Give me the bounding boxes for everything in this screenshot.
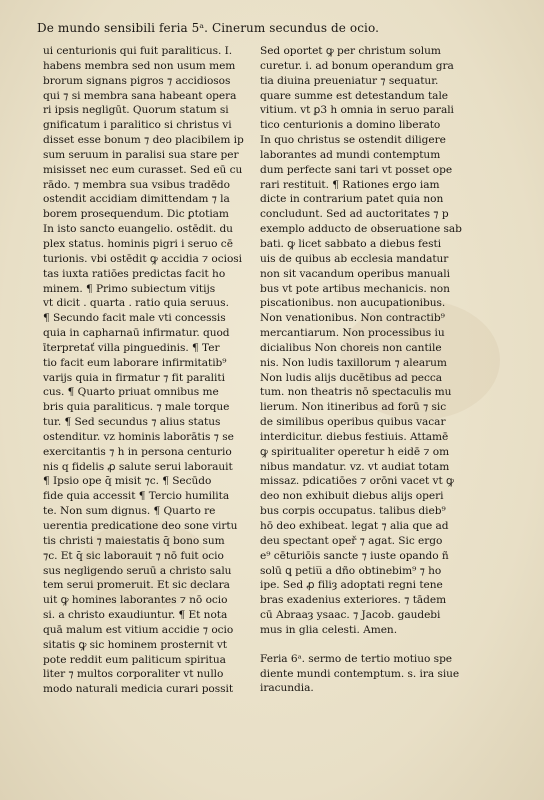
- text-line: varijs quia in firmatur ⁊ fit paraliti: [43, 371, 225, 384]
- text-line: ¶ Secundo facit male vti concessis: [43, 312, 226, 325]
- section-gap: [260, 638, 478, 652]
- text-line: minem. ¶ Primo subiectum vitijs: [43, 282, 216, 295]
- text-line: quare summe est detestandum tale: [260, 89, 448, 102]
- text-line: nis q fidelis ꝓ salute serui laborauit: [43, 460, 233, 473]
- text-line: quia in capharnaū infirmatur. quod: [43, 327, 230, 340]
- text-line: sitatis ꝙ sic hominem prosternit vt: [43, 638, 228, 651]
- text-line: missaz. pdicatiōes ⁊ orōni vacet vt ꝙ: [260, 475, 454, 488]
- text-line: īterpretať villa pinguedinis. ¶ Ter: [43, 341, 220, 354]
- text-line: si. a christo exaudiuntur. ¶ Et nota: [43, 609, 228, 622]
- text-line: ui centurionis qui fuit paraliticus. I.: [43, 45, 233, 57]
- text-line: vitium. vt ꝑ3 h omnia in seruo parali: [260, 104, 454, 117]
- text-line: tum. non theatris nō spectaculis mu: [260, 386, 452, 399]
- right-text-column: [260, 44, 478, 696]
- text-line: mus in glia celesti. Amen.: [260, 623, 398, 636]
- text-line: Non ludis alijs ducētibus ad pecca: [260, 371, 443, 384]
- text-line: dicialibus Non choreis non cantile: [260, 341, 442, 354]
- text-line: ri ipsis negligūt. Quorum statum si: [43, 104, 229, 117]
- text-line: te. Non sum dignus. ¶ Quarto re: [43, 505, 216, 518]
- text-line: concludunt. Sed ad auctoritates ⁊ p: [260, 208, 449, 221]
- text-line: non sit vacandum operibus manuali: [260, 267, 450, 280]
- text-line: fide quia accessit ¶ Tercio humilita: [43, 490, 230, 503]
- text-line: cus. ¶ Quarto priuat omnibus me: [43, 386, 219, 399]
- text-line: ipe. Sed ꝓ filiȝ adoptati regni tene: [260, 579, 443, 592]
- text-line: interdicitur. diebus festiuis. Attamē: [260, 430, 449, 443]
- text-line: mercantiarum. Non processibus iu: [260, 327, 445, 340]
- right-column-body: [260, 44, 478, 638]
- text-line: uis de quibus ab ecclesia mandatur: [260, 252, 449, 265]
- text-line: bris quia paraliticus. ⁊ male torque: [43, 401, 230, 414]
- text-line: curetur. i. ad bonum operandum gra: [260, 59, 454, 72]
- text-line: gnificatum i paralitico si christus vi: [43, 119, 232, 132]
- text-line: ostendit accidiam dimittendam ⁊ la: [43, 193, 230, 206]
- text-line: e⁹ cēturiōis sancte ⁊ iuste opando ñ: [260, 549, 449, 562]
- text-line: de similibus operibus quibus vacar: [260, 416, 446, 429]
- text-line: liter ⁊ multos corporaliter vt nullo: [43, 668, 224, 681]
- text-line: tico centurionis a domino liberato: [260, 119, 441, 132]
- text-line: deo non exhibuit diebus alijs operi: [260, 490, 444, 503]
- text-line: turionis. vbi ostēdit ꝙ accidia ⁊ ociosi: [43, 252, 243, 265]
- text-line: rari restituit. ¶ Rationes ergo iam: [260, 178, 440, 191]
- text-line: In isto sancto euangelio. ostēdit. du: [43, 223, 233, 236]
- text-line: habens membra sed non usum mem: [43, 59, 236, 72]
- text-line: borem prosequendum. Dic ꝑtotiam: [43, 208, 229, 221]
- text-line: ꝙ spiritualiter operetur h eidē ⁊ om: [260, 445, 450, 458]
- text-line: Non venationibus. Non contractib⁹: [260, 312, 445, 325]
- running-head: De mundo sensibili feria 5ᵃ. Cinerum secundus de ocio.: [37, 21, 380, 35]
- text-line: nis. Non ludis taxillorum ⁊ alearum: [260, 356, 447, 369]
- text-line: bus vt pote artibus mechanicis. non: [260, 282, 450, 295]
- text-line: bras exadenius exteriores. ⁊ tādem: [260, 594, 447, 607]
- text-line: lierum. Non itineribus ad forū ⁊ sic: [260, 401, 447, 414]
- text-line: tis christi ⁊ maiestatis q̄ bono sum: [43, 534, 225, 547]
- text-line: tia diuina preueniatur ⁊ sequatur.: [260, 74, 439, 87]
- text-line: tio facit eum laborare infirmitatib⁹: [43, 356, 227, 369]
- text-line: hō deo exhibeat. legat ⁊ alia que ad: [260, 520, 449, 532]
- text-line: Sed oportet ꝙ per christum solum: [260, 45, 441, 57]
- text-line: sum seruum in paralisi sua stare per: [43, 148, 239, 161]
- text-line: tas iuxta ratiōes predictas facit ho: [43, 267, 226, 280]
- text-line: exemplo adducto de obseruatione sab: [260, 223, 462, 236]
- rubric-line: Feria 6ᵃ. sermo de tertio motiuo spe: [260, 652, 453, 665]
- text-line: bati. ꝙ licet sabbato a diebus festi: [260, 237, 442, 250]
- text-line: quā malum est vitium accidie ⁊ ocio: [43, 623, 234, 636]
- text-line: tem serui promeruit. Et sic declara: [43, 579, 230, 592]
- text-line: vt dicit . quarta . ratio quia seruus.: [43, 297, 229, 310]
- text-line: modo naturali medicia curari possit: [43, 683, 234, 696]
- left-text-column: [43, 44, 261, 697]
- text-line: plex status. hominis pigri i seruo cē: [43, 237, 233, 250]
- rubric-line: diente mundi contemptum. s. ira siue: [260, 667, 460, 680]
- text-line: solū ꝗ petiu̅ a dño obtinebim⁹ ⁊ ho: [260, 564, 442, 577]
- text-line: qui ⁊ si membra sana habeant opera: [43, 89, 237, 102]
- text-line: laborantes ad mundi contemptum: [260, 148, 441, 161]
- text-line: uit ꝙ homines laborantes ⁊ nō ocio: [43, 594, 228, 607]
- text-line: nibus mandatur. vz. vt audiat totam: [260, 460, 450, 473]
- text-line: misisset nec eum curasset. Sed eū cu: [43, 163, 243, 176]
- text-line: exercitantis ⁊ h in persona centurio: [43, 445, 232, 458]
- text-line: brorum signans pigros ⁊ accidiosos: [43, 74, 231, 87]
- text-line: ostenditur. vz hominis laborātis ⁊ se: [43, 430, 234, 443]
- text-line: dum perfecte sani tari vt posset ope: [260, 163, 453, 176]
- rubric-line: iracundia.: [260, 682, 314, 695]
- text-line: In quo christus se ostendit diligere: [260, 134, 446, 147]
- text-line: rādo. ⁊ membra sua vsibus tradēdo: [43, 178, 230, 191]
- text-line: ¶ Ipsio ope q̄ misit ⁊c. ¶ Secūdo: [43, 475, 212, 488]
- text-line: dicte in contrarium patet quia non: [260, 193, 444, 206]
- text-line: piscationibus. non aucupationibus.: [260, 297, 446, 310]
- text-line: tur. ¶ Sed secundus ⁊ alius status: [43, 416, 221, 429]
- text-line: deu spectant opeř ⁊ agat. Sic ergo: [260, 534, 443, 547]
- text-line: bus corpis occupatus. talibus dieb⁹: [260, 505, 446, 518]
- text-line: sus negligendo seruū a christo salu: [43, 564, 232, 577]
- new-sermon-rubric: [260, 652, 478, 697]
- text-line: disset esse bonum ⁊ deo placibilem ip: [43, 134, 244, 147]
- text-line: cū Abraaȝ ysaac. ⁊ Jacob. gaudebi: [260, 609, 441, 622]
- text-line: pote reddit eum paliticum spiritua: [43, 653, 226, 666]
- text-line: ⁊c. Et q̄ sic laborauit ⁊ nō fuit ocio: [43, 549, 224, 562]
- text-line: uerentia predicatione deo sone virtu: [43, 520, 238, 532]
